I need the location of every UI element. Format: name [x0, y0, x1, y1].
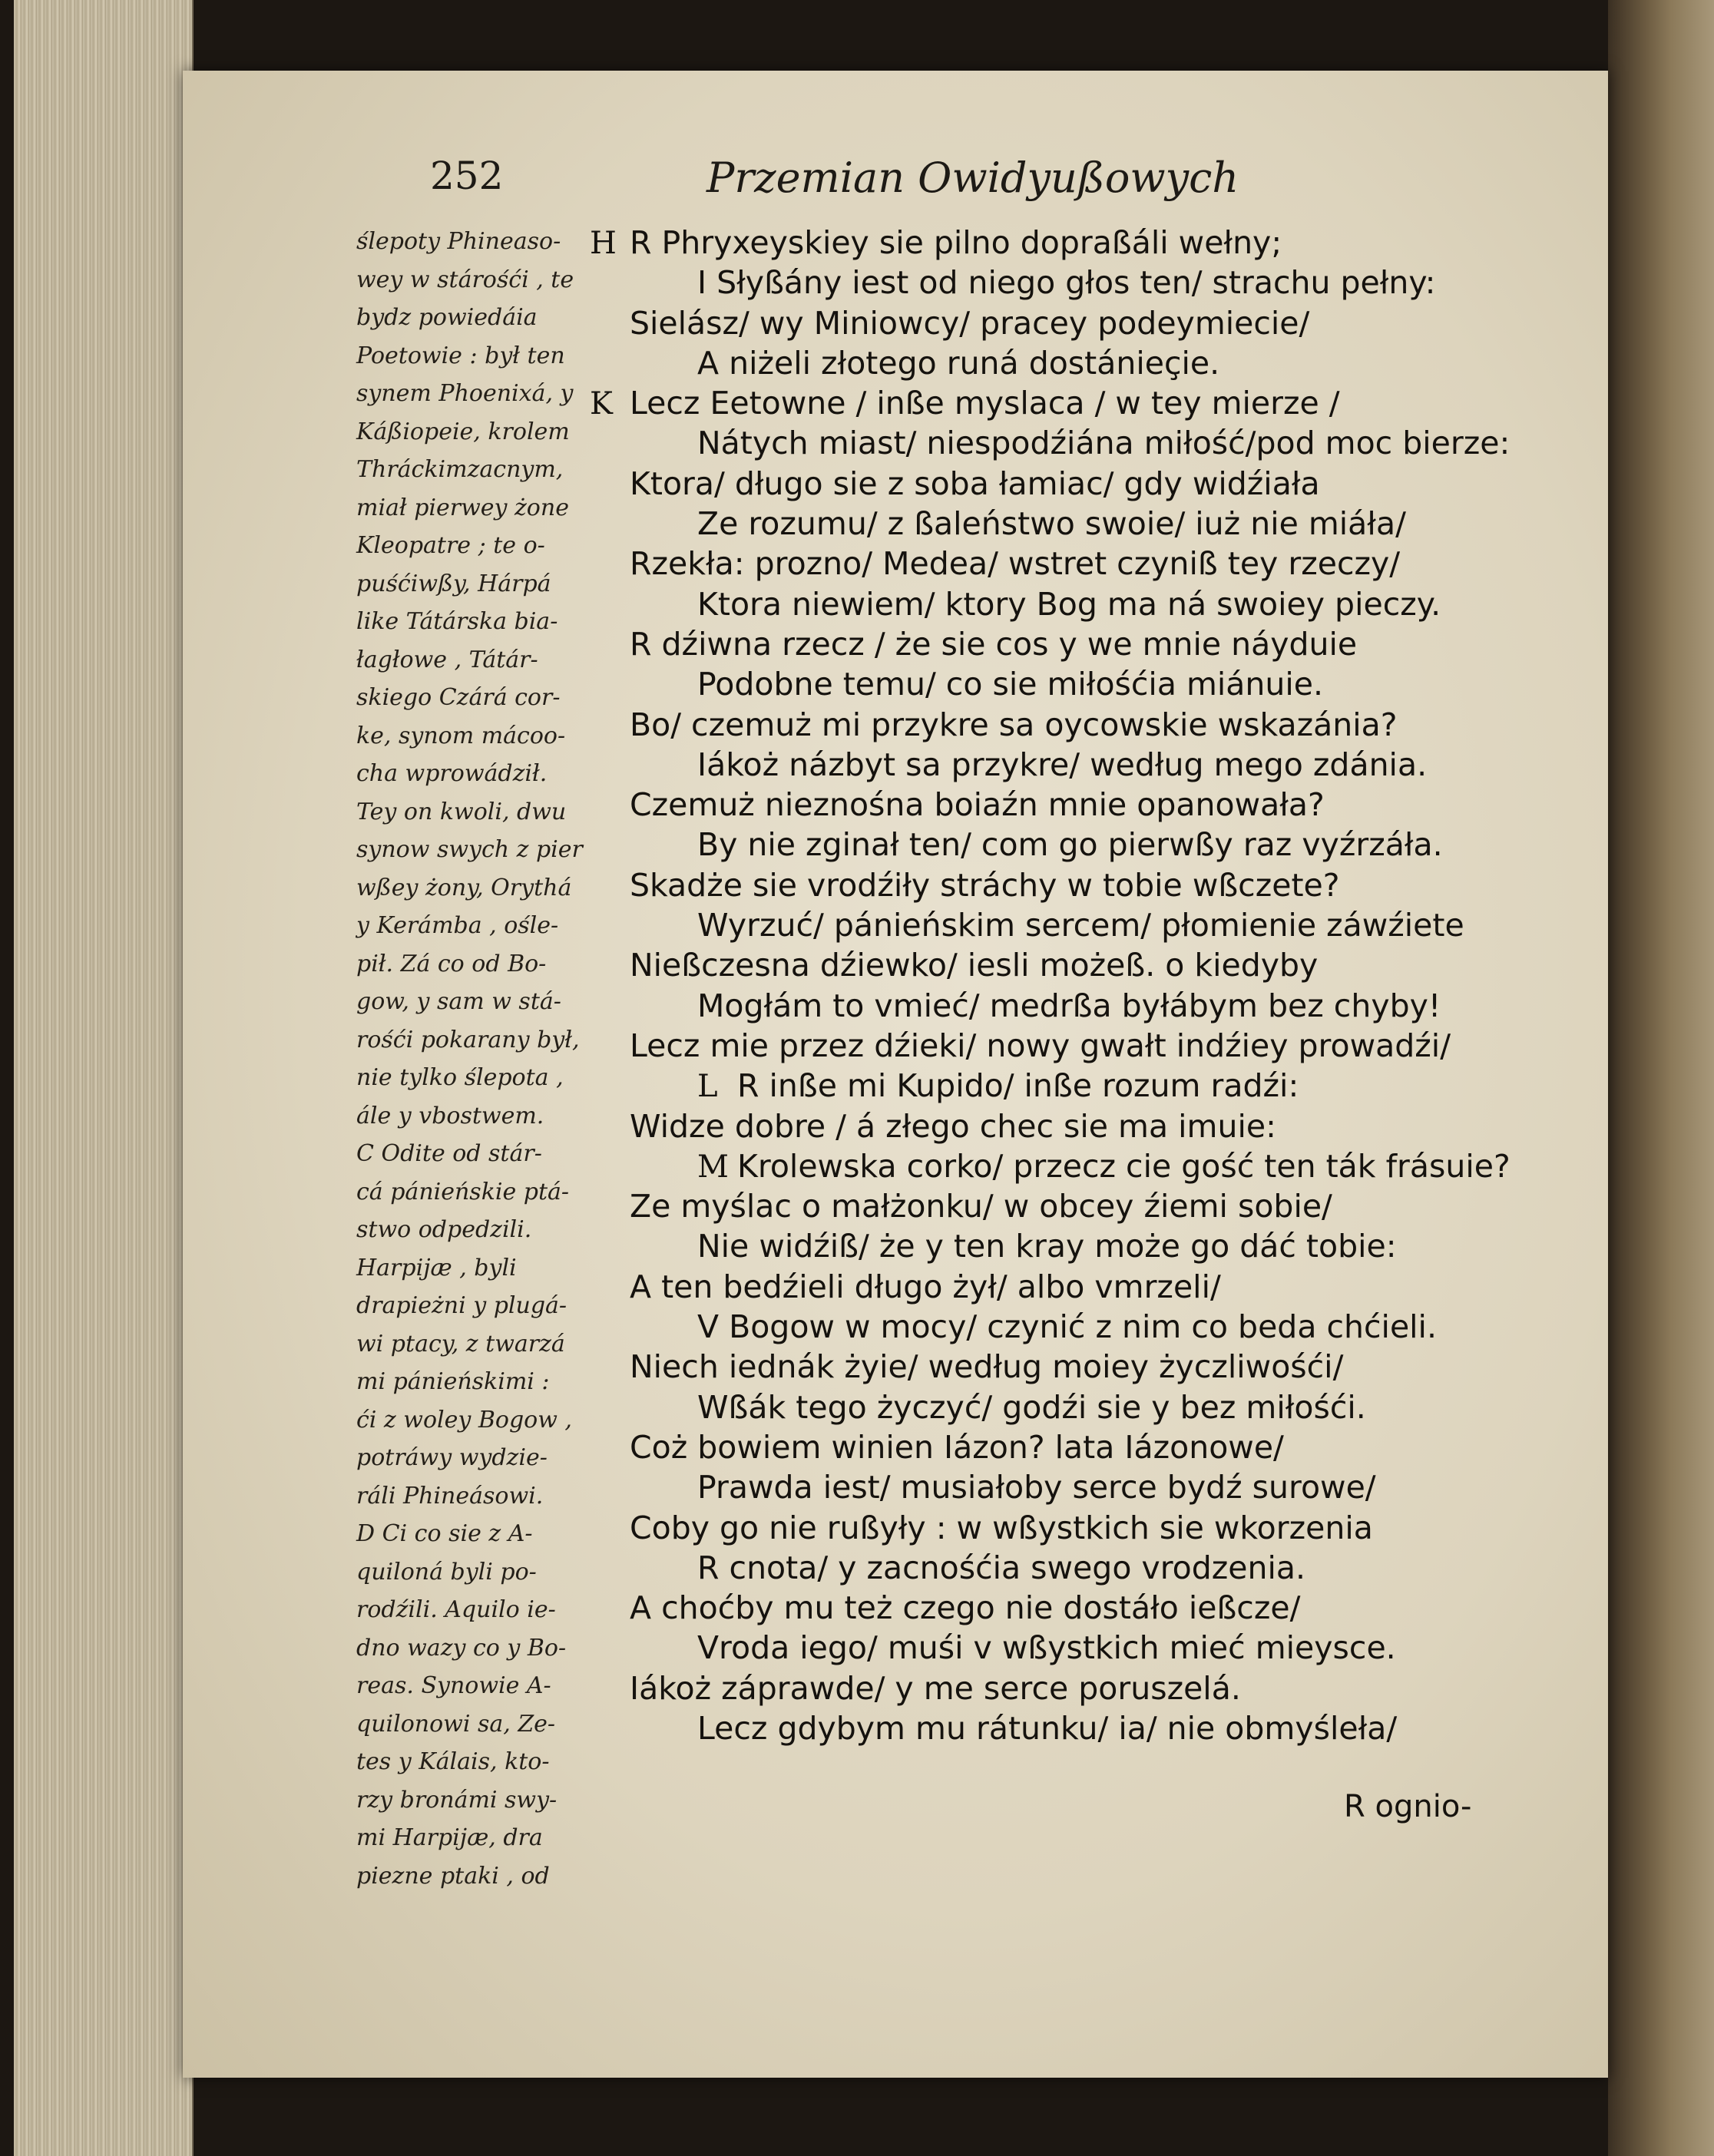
- marginal-note-line: synow swych z pier: [356, 836, 583, 863]
- marginal-note-line: rzy bronámi swy-: [356, 1786, 558, 1814]
- verse-line: [590, 303, 1527, 343]
- verse-line-text: Vroda iego/ muśi v wßystkich mieć mieysce.: [697, 1629, 1396, 1667]
- marginal-note-line: wßey żony, Orythá: [356, 874, 572, 901]
- verse-line: [590, 383, 1527, 423]
- verse-line-text: Coby go nie rußyły : w wßystkich sie wkorzenia: [630, 1509, 1373, 1546]
- verse-line: [590, 945, 1527, 985]
- marginal-note-line: skiego Czárá cor-: [356, 684, 561, 711]
- verse-note-letter: K: [590, 386, 613, 422]
- marginal-note-line: rodźili. Aquilo ie-: [356, 1596, 556, 1623]
- marginal-note-line: ále y vbostwem.: [356, 1102, 544, 1129]
- verse-line-text: Prawda iest/ musiałoby serce bydź surowe/: [697, 1469, 1376, 1506]
- verse-note-letter: M: [697, 1149, 729, 1185]
- verse-line: [590, 1226, 1527, 1266]
- verse-line-text: Iákoż záprawde/ y me serce poruszelá.: [630, 1669, 1241, 1707]
- marginal-note-line: wey w stárośći , te: [356, 266, 574, 293]
- marginal-note-line: ći z woley Bogow ,: [356, 1406, 572, 1433]
- marginal-note-line: nie tylko ślepota ,: [356, 1064, 564, 1091]
- marginal-note-line: Poetowie : był ten: [356, 342, 565, 369]
- marginal-note-line: C Odite od stár-: [356, 1140, 542, 1167]
- verse-line: [590, 1548, 1527, 1588]
- verse-line: [590, 504, 1527, 544]
- marginal-note-line: wi ptacy, z twarzá: [356, 1330, 565, 1357]
- marginal-note-line: ślepoty Phineaso-: [356, 228, 561, 255]
- verse-line: [590, 745, 1527, 785]
- verse-line: [590, 664, 1527, 704]
- running-head: Przemian Owidyußowych: [706, 154, 1239, 202]
- marginal-note-line: reas. Synowie A-: [356, 1672, 551, 1699]
- verse-line-text: R Phryxeyskiey sie pilno dopraßáli wełny;: [630, 224, 1282, 261]
- page-number: 252: [430, 154, 504, 198]
- marginal-note-line: quiloná byli po-: [356, 1558, 537, 1586]
- marginal-note-line: ke, synom mácoo-: [356, 722, 566, 749]
- verse-line: [590, 584, 1527, 624]
- verse-line: [590, 343, 1527, 383]
- catchword: R ognio-: [1344, 1789, 1472, 1824]
- verse-line: [590, 1186, 1527, 1226]
- book-gutter-shadow: [1608, 0, 1714, 2156]
- verse-line-text: R dźiwna rzecz / że sie cos y we mnie náyduie: [630, 625, 1358, 663]
- verse-line-text: A niżeli złotego runá dostánieçie.: [697, 344, 1220, 382]
- verse-line-text: Coż bowiem winien Iázon? lata Iázonowe/: [630, 1428, 1284, 1466]
- marginal-note-line: bydz powiedáia: [356, 304, 538, 331]
- verse-line: [590, 865, 1527, 905]
- marginal-note-line: y Kerámba , ośle-: [356, 912, 559, 939]
- verse-line: [590, 825, 1527, 865]
- marginal-note-line: quilonowi sa, Ze-: [356, 1710, 556, 1738]
- verse-line: [590, 1307, 1527, 1347]
- verse-line: [590, 1708, 1527, 1748]
- marginal-note-line: stwo odpedzili.: [356, 1216, 532, 1243]
- marginal-note-line: D Ci co sie z A-: [356, 1520, 533, 1547]
- verse-line-text: V Bogow w mocy/ czynić z nim co beda chćieli.: [697, 1308, 1437, 1346]
- marginal-note-line: puśćiwßy, Hárpá: [356, 570, 551, 597]
- verse-line: [590, 1427, 1527, 1467]
- verse-line-text: Ktora/ długo sie z soba łamiac/ gdy widźiała: [630, 465, 1320, 502]
- marginal-note-line: gow, y sam w stá-: [356, 988, 561, 1015]
- verse-line-text: Skadże sie vrodźiły stráchy w tobie wßczete?: [630, 866, 1340, 904]
- book-page-edges: [14, 0, 194, 2156]
- marginal-note-line: rośći pokarany był,: [356, 1026, 580, 1053]
- verse-line-text: Ze myślac o małżonku/ w obcey źiemi sobie/: [630, 1188, 1332, 1225]
- marginal-note-line: Harpijæ , byli: [356, 1254, 517, 1281]
- verse-line-text: Iákoż názbyt sa przykre/ według mego zdánia.: [697, 746, 1428, 783]
- marginal-note-line: miał pierwey żone: [356, 494, 569, 521]
- verse-line: [590, 986, 1527, 1026]
- page-header: [246, 146, 1536, 207]
- verse-line-text: A choćby mu też czego nie dostáło ießcze/: [630, 1589, 1301, 1627]
- verse-line-text: I Słyßány iest od niego głos ten/ strachu pełny:: [697, 264, 1436, 302]
- marginal-note-line: drapieżni y plugá-: [356, 1292, 567, 1319]
- verse-line: [590, 705, 1527, 745]
- marginal-note-line: cha wprowádził.: [356, 760, 548, 787]
- verse-line-text: Nátych miast/ niespodźiána miłość/pod moc bierze:: [697, 425, 1511, 462]
- marginal-note-line: tes y Kálais, kto-: [356, 1748, 550, 1775]
- verse-line-text: Niech iednák żyie/ według moiey życzliwośći/: [630, 1348, 1344, 1386]
- verse-line: [590, 423, 1527, 463]
- verse-line-text: Nie widźiß/ że y ten kray może go dáć tobie:: [697, 1228, 1397, 1265]
- verse-note-letter: H: [590, 226, 617, 261]
- marginal-note-line: ráli Phineásowi.: [356, 1482, 544, 1510]
- verse-line: [590, 905, 1527, 945]
- verse-line-text: Rzekła: prozno/ Medea/ wstret czyniß tey rzeczy/: [630, 545, 1401, 583]
- verse-line: [590, 624, 1527, 664]
- marginal-note-line: Tey on kwoli, dwu: [356, 798, 567, 825]
- verse-text: [590, 223, 1527, 1789]
- verse-line-text: Widze dobre / á złego chec sie ma imuie:: [630, 1107, 1276, 1145]
- marginal-note-line: like Tátárska bia-: [356, 608, 558, 635]
- marginal-note-line: dno wazy co y Bo-: [356, 1634, 567, 1662]
- verse-line: [590, 223, 1527, 263]
- verse-line-text: Lecz gdybym mu rátunku/ ia/ nie obmyśleła/: [697, 1709, 1398, 1747]
- verse-line: [590, 1508, 1527, 1548]
- verse-line: [590, 1668, 1527, 1708]
- marginal-note-line: Kleopatre ; te o-: [356, 532, 545, 559]
- verse-line-text: Wßák tego życzyć/ godźi sie y bez miłośći.: [697, 1388, 1366, 1426]
- verse-line-text: R cnota/ y zacnośćia swego vrodzenia.: [697, 1549, 1306, 1586]
- marginal-note-line: pił. Zá co od Bo-: [356, 950, 547, 977]
- verse-line: [590, 1106, 1527, 1146]
- marginal-note-line: Thráckimzacnym,: [356, 456, 564, 483]
- verse-line: [590, 1026, 1527, 1066]
- verse-line-text: Ktora niewiem/ ktory Bog ma ná swoiey pieczy.: [697, 585, 1441, 623]
- verse-line: [590, 785, 1527, 825]
- verse-line: [590, 1387, 1527, 1427]
- marginal-note-line: potráwy wydzie-: [356, 1444, 548, 1471]
- marginal-note-line: łagłowe , Tátár-: [356, 646, 538, 673]
- marginal-note-line: piezne ptaki , od: [356, 1862, 550, 1890]
- verse-line-text: Czemuż nieznośna boiaźn mnie opanowała?: [630, 786, 1325, 824]
- verse-line-text: R inße mi Kupido/ inße rozum radźi:: [737, 1067, 1299, 1105]
- verse-line-text: Krolewska corko/ przecz cie gość ten ták frásuie?: [737, 1147, 1511, 1185]
- verse-line: [590, 1066, 1527, 1106]
- verse-line-text: Sielász/ wy Miniowcy/ pracey podeymiecie/: [630, 304, 1310, 342]
- verse-line-text: Mogłám to vmieć/ medrßa byłábym bez chyby!: [697, 987, 1441, 1024]
- verse-line-text: Lecz Eetowne / inße myslaca / w tey mierze /: [630, 385, 1340, 422]
- verse-line-text: Nießczesna dźiewko/ iesli możeß. o kiedyby: [630, 947, 1319, 984]
- verse-line: [590, 1467, 1527, 1507]
- marginal-note-line: synem Phoenixá, y: [356, 380, 574, 407]
- verse-line-text: Podobne temu/ co sie miłośćia miánuie.: [697, 666, 1324, 703]
- verse-line-text: A ten bedźieli długo żył/ albo vmrzeli/: [630, 1268, 1221, 1305]
- verse-line: [590, 263, 1527, 303]
- verse-line: [590, 1347, 1527, 1387]
- marginal-note-line: mi Harpijæ, dra: [356, 1824, 543, 1851]
- verse-line-text: Wyrzuć/ pánieńskim sercem/ płomienie záwźiete: [697, 907, 1464, 944]
- verse-line-text: By nie zginał ten/ com go pierwßy raz vyźrzáła.: [697, 826, 1443, 864]
- marginal-notes: [356, 223, 587, 1890]
- marginal-note-line: cá pánieńskie ptá-: [356, 1178, 570, 1205]
- verse-line: [590, 1146, 1527, 1186]
- verse-line-text: Ze rozumu/ z ßaleństwo swoie/ iuż nie miáła/: [697, 505, 1406, 543]
- verse-line: [590, 464, 1527, 504]
- verse-line: [590, 544, 1527, 584]
- marginal-note-line: Káßiopeie, krolem: [356, 418, 570, 445]
- verse-line-text: Bo/ czemuż mi przykre sa oycowskie wskazánia?: [630, 706, 1398, 743]
- verse-note-letter: L: [697, 1069, 718, 1105]
- verse-line: [590, 1267, 1527, 1307]
- verse-line-text: Lecz mie przez dźieki/ nowy gwałt indźiey prowadźi/: [630, 1027, 1451, 1064]
- verse-line: [590, 1588, 1527, 1628]
- verse-line: [590, 1628, 1527, 1668]
- marginal-note-line: mi pánieńskimi :: [356, 1368, 550, 1395]
